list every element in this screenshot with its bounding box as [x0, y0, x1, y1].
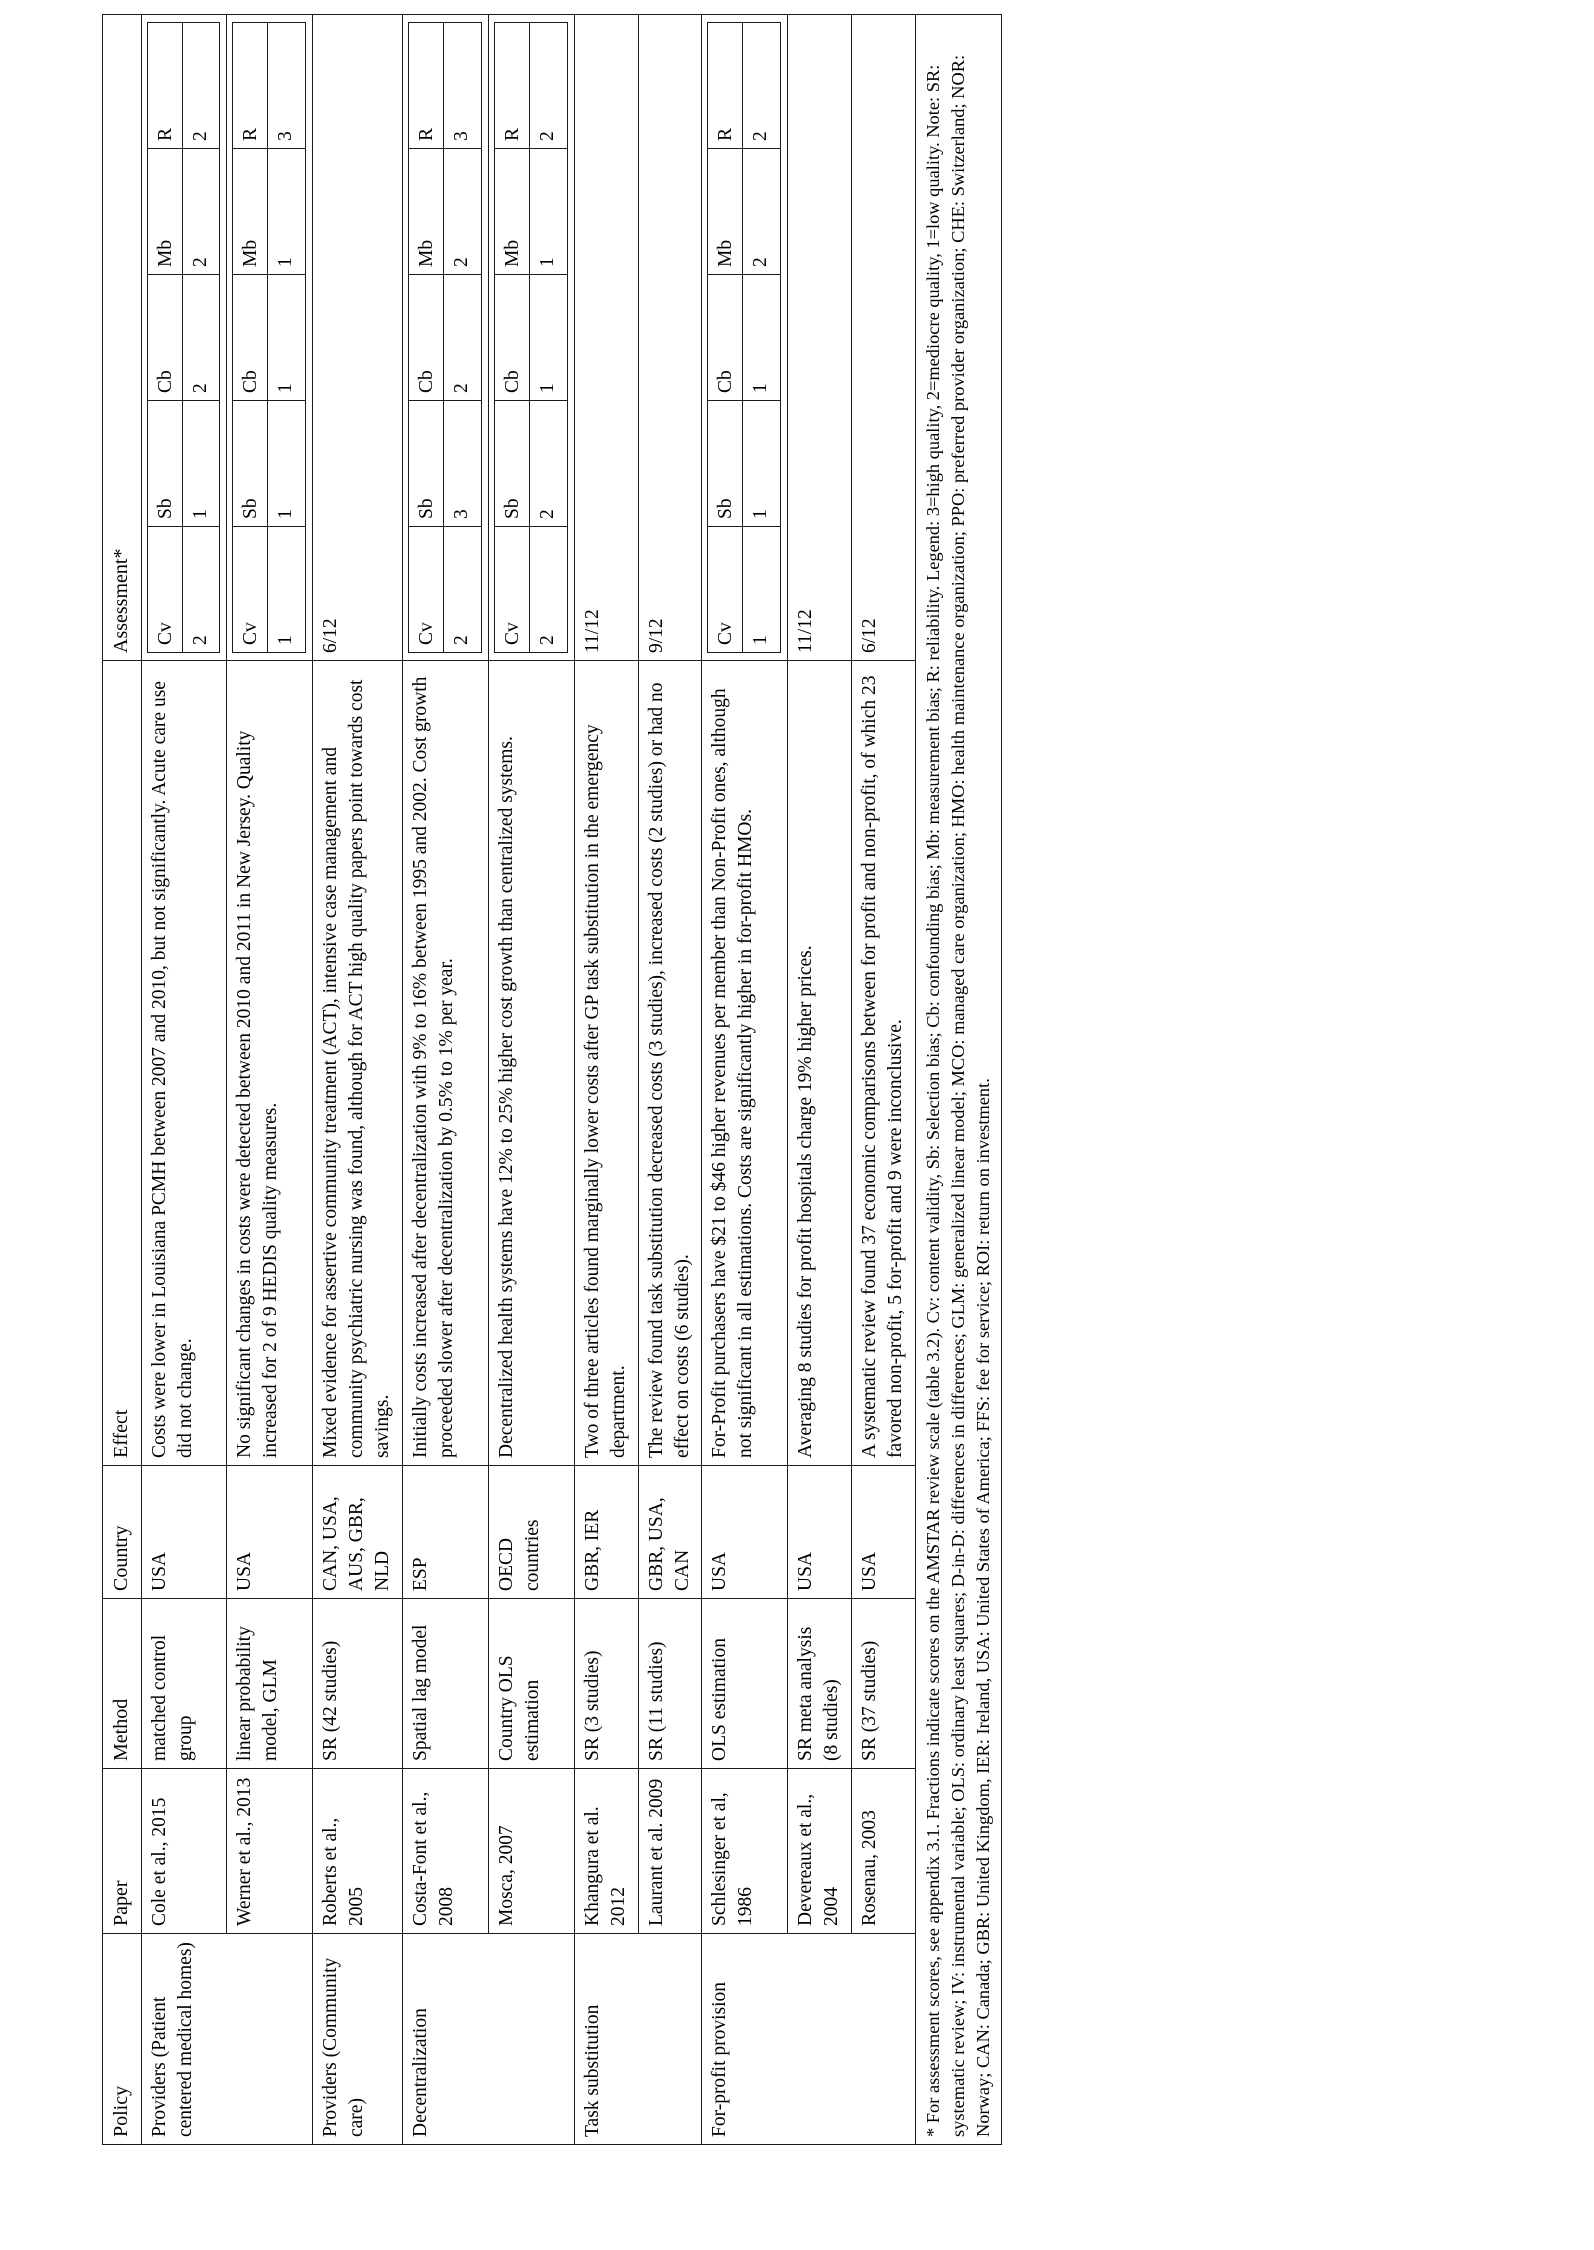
cell-method: Spatial lag model — [403, 1599, 489, 1769]
assessment-score-grid — [408, 22, 482, 653]
cell-paper: Schlesinger et al, 1986 — [702, 1769, 788, 1934]
assessment-label: Mb — [409, 149, 444, 275]
assessment-value: 1 — [268, 149, 306, 275]
assessment-label: R — [494, 23, 529, 149]
assessment-label: Cb — [147, 275, 182, 401]
cell-assessment — [141, 15, 227, 661]
rotated-table-wrapper — [102, 54, 1492, 2145]
cell-policy: Decentralization — [403, 1934, 575, 2145]
cell-paper: Laurant et al. 2009 — [638, 1769, 702, 1934]
cell-assessment — [403, 15, 489, 661]
table-row — [403, 15, 489, 2145]
cell-assessment — [227, 15, 313, 661]
assessment-score-grid — [494, 22, 568, 653]
cell-paper: Rosenau, 2003 — [852, 1769, 916, 1934]
cell-method: SR meta analysis (8 studies) — [788, 1599, 852, 1769]
assessment-label: Cb — [233, 275, 268, 401]
table-row — [488, 15, 574, 2145]
assessment-label-row — [409, 23, 444, 653]
cell-effect: No significant changes in costs were detected between 2010 and 2011 in New Jersey. Quality increased for 2 of 9 HEDIS quality measures. — [227, 661, 313, 1466]
cell-country: GBR, USA, CAN — [638, 1466, 702, 1599]
cell-country: ESP — [403, 1466, 489, 1599]
assessment-label: Mb — [233, 149, 268, 275]
table-row — [574, 15, 638, 2145]
cell-method: matched control group — [141, 1599, 227, 1769]
assessment-label-row — [147, 23, 182, 653]
cell-method: SR (42 studies) — [313, 1599, 403, 1769]
assessment-value-row — [443, 23, 481, 653]
assessment-label-row — [708, 23, 743, 653]
cell-country: USA — [702, 1466, 788, 1599]
table-row — [227, 15, 313, 2145]
cell-country: OECD countries — [488, 1466, 574, 1599]
cell-assessment — [488, 15, 574, 661]
cell-paper: Khangura et al. 2012 — [574, 1769, 638, 1934]
cell-paper: Cole et al., 2015 — [141, 1769, 227, 1934]
cell-effect: Decentralized health systems have 12% to 25% higher cost growth than centralized systems. — [488, 661, 574, 1466]
table-header — [103, 15, 142, 2145]
cell-paper: Devereaux et al., 2004 — [788, 1769, 852, 1934]
cell-assessment — [702, 15, 788, 661]
assessment-score-grid — [707, 22, 781, 653]
cell-paper: Werner et al., 2013 — [227, 1769, 313, 1934]
assessment-value: 1 — [743, 527, 781, 653]
assessment-label: Cv — [708, 527, 743, 653]
assessment-value: 1 — [743, 401, 781, 527]
cell-effect: Mixed evidence for assertive community treatment (ACT), intensive case management and community psychiatric nursing was found, although for ACT high quality papers point towards cost savings. — [313, 661, 403, 1466]
assessment-fraction: 9/12 — [645, 618, 667, 653]
table-header-row — [103, 15, 142, 2145]
assessment-value: 1 — [268, 401, 306, 527]
cell-effect: For-Profit purchasers have $21 to $46 higher revenues per member than Non-Profit ones, although not significant in all estimations. Costs are significantly higher in for-profit HMOs. — [702, 661, 788, 1466]
assessment-label: Sb — [708, 401, 743, 527]
assessment-value-row — [529, 23, 567, 653]
assessment-value: 3 — [443, 23, 481, 149]
cell-paper: Costa-Font et al., 2008 — [403, 1769, 489, 1934]
assessment-value: 2 — [443, 527, 481, 653]
cell-assessment — [574, 15, 638, 661]
cell-assessment — [788, 15, 852, 661]
cell-policy: Providers (Community care) — [313, 1934, 403, 2145]
assessment-value: 2 — [743, 23, 781, 149]
assessment-label: Mb — [147, 149, 182, 275]
assessment-label: Sb — [494, 401, 529, 527]
assessment-value: 2 — [443, 149, 481, 275]
column-header-paper: Paper — [103, 1769, 142, 1934]
column-header-country: Country — [103, 1466, 142, 1599]
cell-paper: Roberts et al., 2005 — [313, 1769, 403, 1934]
cell-country: USA — [141, 1466, 227, 1599]
cell-country: CAN, USA, AUS, GBR, NLD — [313, 1466, 403, 1599]
assessment-label: Cv — [233, 527, 268, 653]
assessment-label: Cb — [409, 275, 444, 401]
assessment-value: 2 — [529, 527, 567, 653]
cell-method: SR (3 studies) — [574, 1599, 638, 1769]
assessment-value: 3 — [443, 401, 481, 527]
assessment-fraction: 6/12 — [320, 618, 342, 653]
assessment-value: 1 — [743, 275, 781, 401]
table-row — [702, 15, 788, 2145]
cell-effect: A systematic review found 37 economic comparisons between for profit and non-profit, of which 23 favored non-profit, 5 for-profit and 9 were inconclusive. — [852, 661, 916, 1466]
cell-method: linear probability model, GLM — [227, 1599, 313, 1769]
cell-assessment — [852, 15, 916, 661]
column-header-effect: Effect — [103, 661, 142, 1466]
assessment-label: Cb — [708, 275, 743, 401]
column-header-assessment: Assessment* — [103, 15, 142, 661]
table-row — [852, 15, 916, 2145]
cell-country: USA — [227, 1466, 313, 1599]
assessment-value-row — [743, 23, 781, 653]
assessment-value: 1 — [268, 527, 306, 653]
assessment-value: 3 — [268, 23, 306, 149]
assessment-score-grid — [147, 22, 221, 653]
footnote-text: * For assessment scores, see appendix 3.1. Fractions indicate scores on the AMSTAR review scale (table 3.2). Cv: content validity, Sb: Selection bias; Cb: confounding bias; Mb: measurement bias; R: reliability. Legend: 3=high quality, 2=mediocre quality, 1=low quality. Note: SR: systematic review; IV: instrumental variable; OLS: ordinary least squares; D-in-D: differences in differences; GLM: generalized linear model; MCO: managed care organization; HMO: health maintenance organization; PPO: preferred provider organization; CHE: Switzerland; NOR: Norway; CAN: Canada; GBR: United Kingdom, IER: Ireland, USA: United States of America; FFS: fee for service; ROI: return on investment. — [915, 15, 1002, 2145]
cell-method: Country OLS estimation — [488, 1599, 574, 1769]
cell-effect: Initially costs increased after decentralization with 9% to 16% between 1995 and 2002. Cost growth proceeded slower after decentralization by 0.5% to 1% per year. — [403, 661, 489, 1466]
assessment-label: Cv — [409, 527, 444, 653]
assessment-label: Cv — [494, 527, 529, 653]
assessment-value: 2 — [529, 23, 567, 149]
assessment-value: 2 — [529, 401, 567, 527]
assessment-label: R — [708, 23, 743, 149]
table-footer — [915, 15, 1002, 2145]
assessment-label: R — [147, 23, 182, 149]
assessment-label-row — [233, 23, 268, 653]
table-row — [313, 15, 403, 2145]
assessment-label: R — [233, 23, 268, 149]
cell-method: SR (37 studies) — [852, 1599, 916, 1769]
assessment-value: 1 — [182, 401, 220, 527]
cell-policy: Providers (Patient centered medical homes) — [141, 1934, 313, 2145]
assessment-label: Cv — [147, 527, 182, 653]
assessment-label: Sb — [147, 401, 182, 527]
evidence-table — [102, 14, 1002, 2145]
cell-method: SR (11 studies) — [638, 1599, 702, 1769]
assessment-value-row — [268, 23, 306, 653]
table-row — [788, 15, 852, 2145]
cell-country: GBR, IER — [574, 1466, 638, 1599]
cell-effect: The review found task substitution decreased costs (3 studies), increased costs (2 studies) or had no effect on costs (6 studies). — [638, 661, 702, 1466]
assessment-value: 1 — [529, 149, 567, 275]
cell-country: USA — [852, 1466, 916, 1599]
table-body — [141, 15, 915, 2145]
table-row — [141, 15, 227, 2145]
cell-method: OLS estimation — [702, 1599, 788, 1769]
assessment-value: 2 — [182, 527, 220, 653]
assessment-value: 1 — [268, 275, 306, 401]
table-row — [638, 15, 702, 2145]
assessment-value: 2 — [182, 149, 220, 275]
assessment-label: R — [409, 23, 444, 149]
cell-effect: Costs were lower in Louisiana PCMH between 2007 and 2010, but not significantly. Acute care use did not change. — [141, 661, 227, 1466]
cell-country: USA — [788, 1466, 852, 1599]
cell-policy: Task substitution — [574, 1934, 702, 2145]
assessment-fraction: 11/12 — [581, 609, 603, 653]
assessment-value-row — [182, 23, 220, 653]
cell-effect: Averaging 8 studies for profit hospitals charge 19% higher prices. — [788, 661, 852, 1466]
cell-paper: Mosca, 2007 — [488, 1769, 574, 1934]
assessment-value: 2 — [182, 23, 220, 149]
assessment-label: Cb — [494, 275, 529, 401]
assessment-value: 2 — [182, 275, 220, 401]
cell-effect: Two of three articles found marginally lower costs after GP task substitution in the emergency department. — [574, 661, 638, 1466]
footnote-row — [915, 15, 1002, 2145]
assessment-value: 2 — [443, 275, 481, 401]
cell-assessment — [313, 15, 403, 661]
cell-policy: For-profit provision — [702, 1934, 916, 2145]
column-header-method: Method — [103, 1599, 142, 1769]
assessment-score-grid — [232, 22, 306, 653]
assessment-label: Mb — [494, 149, 529, 275]
assessment-label: Mb — [708, 149, 743, 275]
assessment-label: Sb — [233, 401, 268, 527]
cell-assessment — [638, 15, 702, 661]
assessment-value: 1 — [529, 275, 567, 401]
assessment-fraction: 6/12 — [859, 618, 881, 653]
assessment-label: Sb — [409, 401, 444, 527]
assessment-label-row — [494, 23, 529, 653]
assessment-value: 2 — [743, 149, 781, 275]
assessment-fraction: 11/12 — [795, 609, 817, 653]
column-header-policy: Policy — [103, 1934, 142, 2145]
